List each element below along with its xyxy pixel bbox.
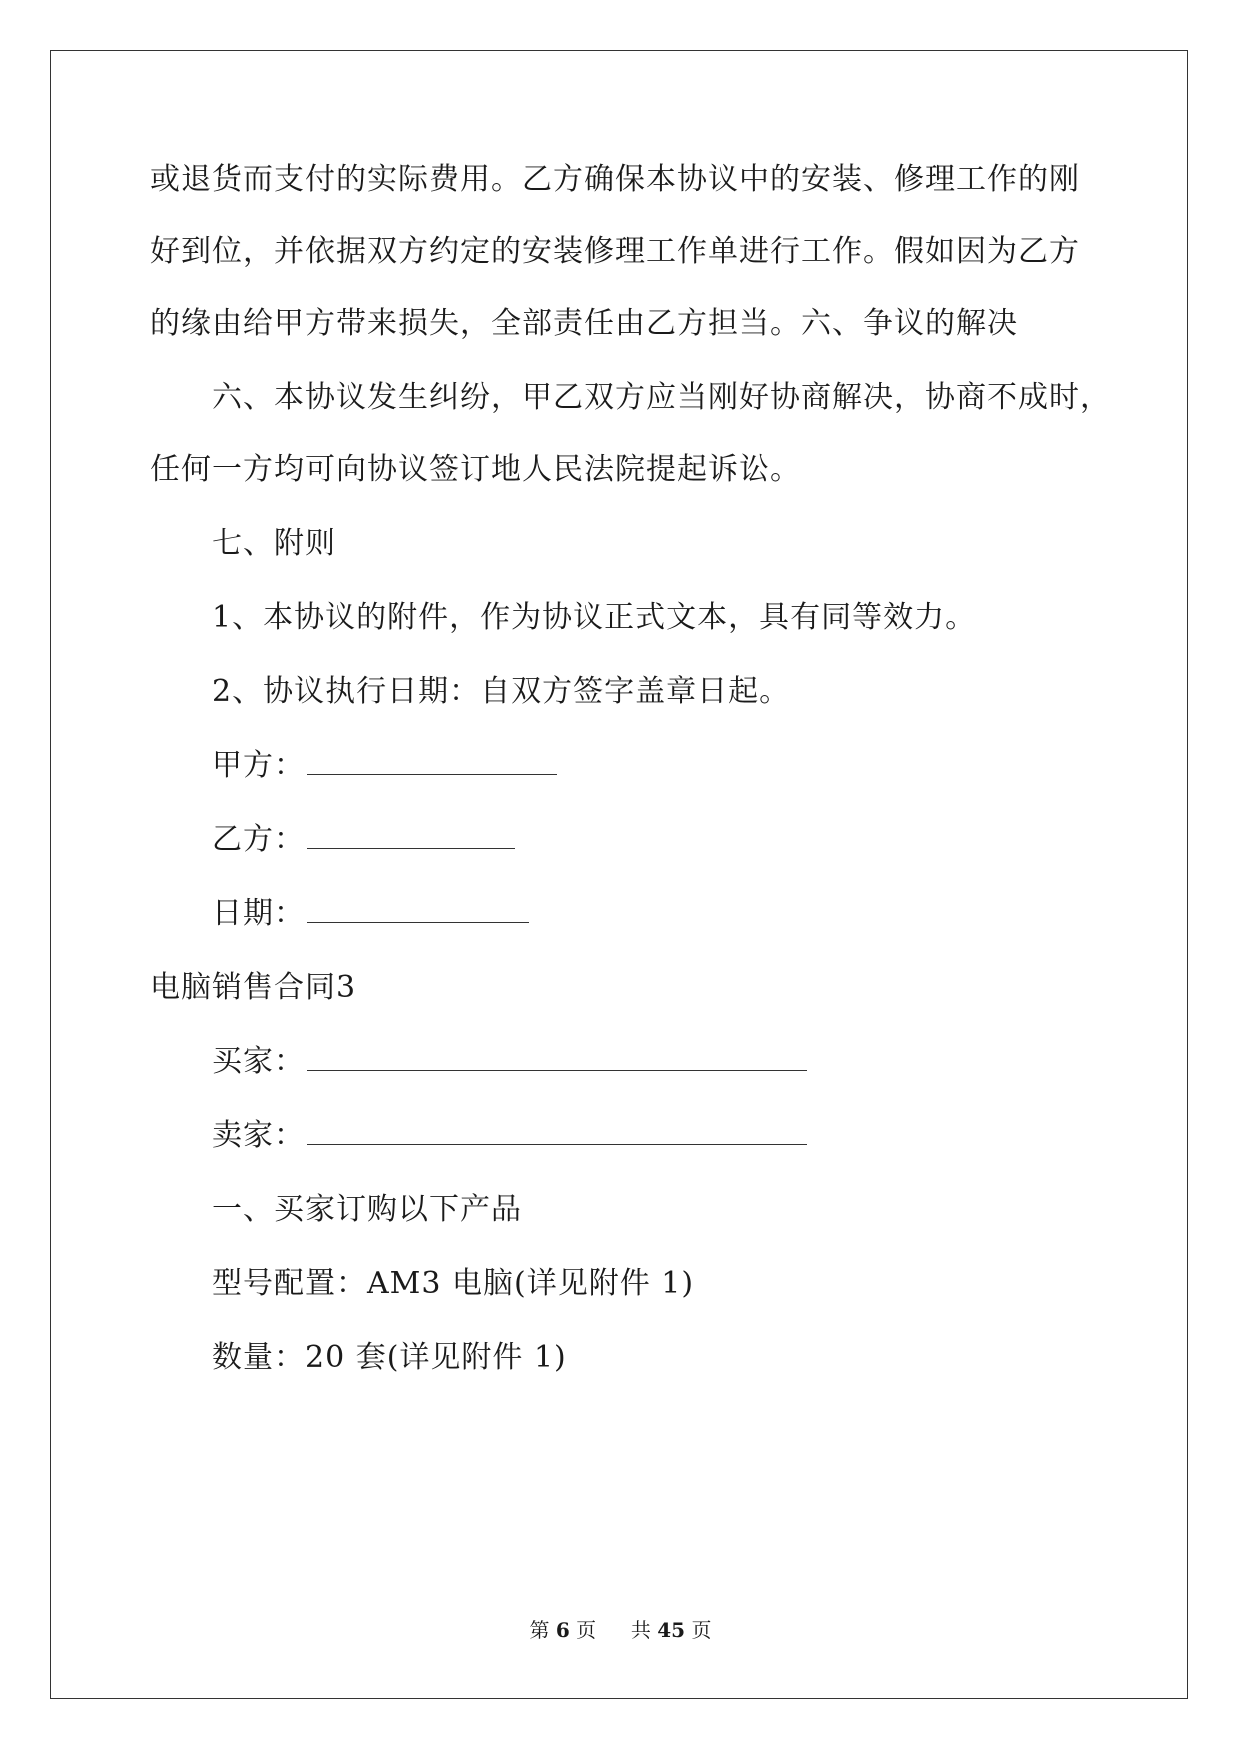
party-a-label: 甲方：: [212, 748, 305, 783]
date-label: 日期：: [212, 896, 305, 931]
party-b-signature-line: [150, 820, 515, 860]
seller-label: 卖家：: [212, 1118, 305, 1153]
clause-item: 1、本协议的附件，作为协议正式文本，具有同等效力。: [212, 600, 977, 635]
party-a-blank: [307, 748, 557, 775]
paragraph-line: 的缘由给甲方带来损失，全部责任由乙方担当。六、争议的解决: [150, 306, 1018, 341]
current-page-number: 6: [555, 1618, 570, 1642]
model-config-line: 型号配置：AM3 电脑(详见附件 1): [212, 1266, 695, 1301]
clause-item: 2、协议执行日期：自双方签字盖章日起。: [212, 674, 791, 709]
section-heading: 七、附则: [212, 526, 336, 561]
seller-line: [150, 1116, 807, 1156]
total-page-count: 45: [657, 1618, 686, 1642]
paragraph-line: 好到位，并依据双方约定的安装修理工作单进行工作。假如因为乙方: [150, 234, 1080, 269]
buyer-label: 买家：: [212, 1044, 305, 1079]
page-footer: [0, 1617, 1241, 1643]
party-b-blank: [307, 822, 515, 849]
party-b-label: 乙方：: [212, 822, 305, 857]
date-blank: [307, 896, 529, 923]
seller-blank: [307, 1118, 807, 1145]
section-heading: 一、买家订购以下产品: [212, 1192, 522, 1227]
paragraph-line: 任何一方均可向协议签订地人民法院提起诉讼。: [150, 452, 801, 487]
buyer-blank: [307, 1044, 807, 1071]
footer-prefix: 第: [529, 1618, 550, 1642]
footer-total-prefix: 共: [630, 1618, 651, 1642]
quantity-line: 数量：20 套(详见附件 1): [212, 1340, 567, 1375]
footer-page-suffix: 页: [576, 1618, 597, 1642]
page-border: [50, 50, 1188, 1699]
paragraph-line: 六、本协议发生纠纷，甲乙双方应当刚好协商解决，协商不成时，: [212, 380, 1111, 415]
date-signature-line: [150, 894, 529, 934]
paragraph-line: 或退货而支付的实际费用。乙方确保本协议中的安装、修理工作的刚: [150, 162, 1080, 197]
buyer-line: [150, 1042, 807, 1082]
party-a-signature-line: [150, 746, 557, 786]
footer-total-suffix: 页: [691, 1618, 712, 1642]
contract-title: 电脑销售合同3: [150, 970, 357, 1005]
